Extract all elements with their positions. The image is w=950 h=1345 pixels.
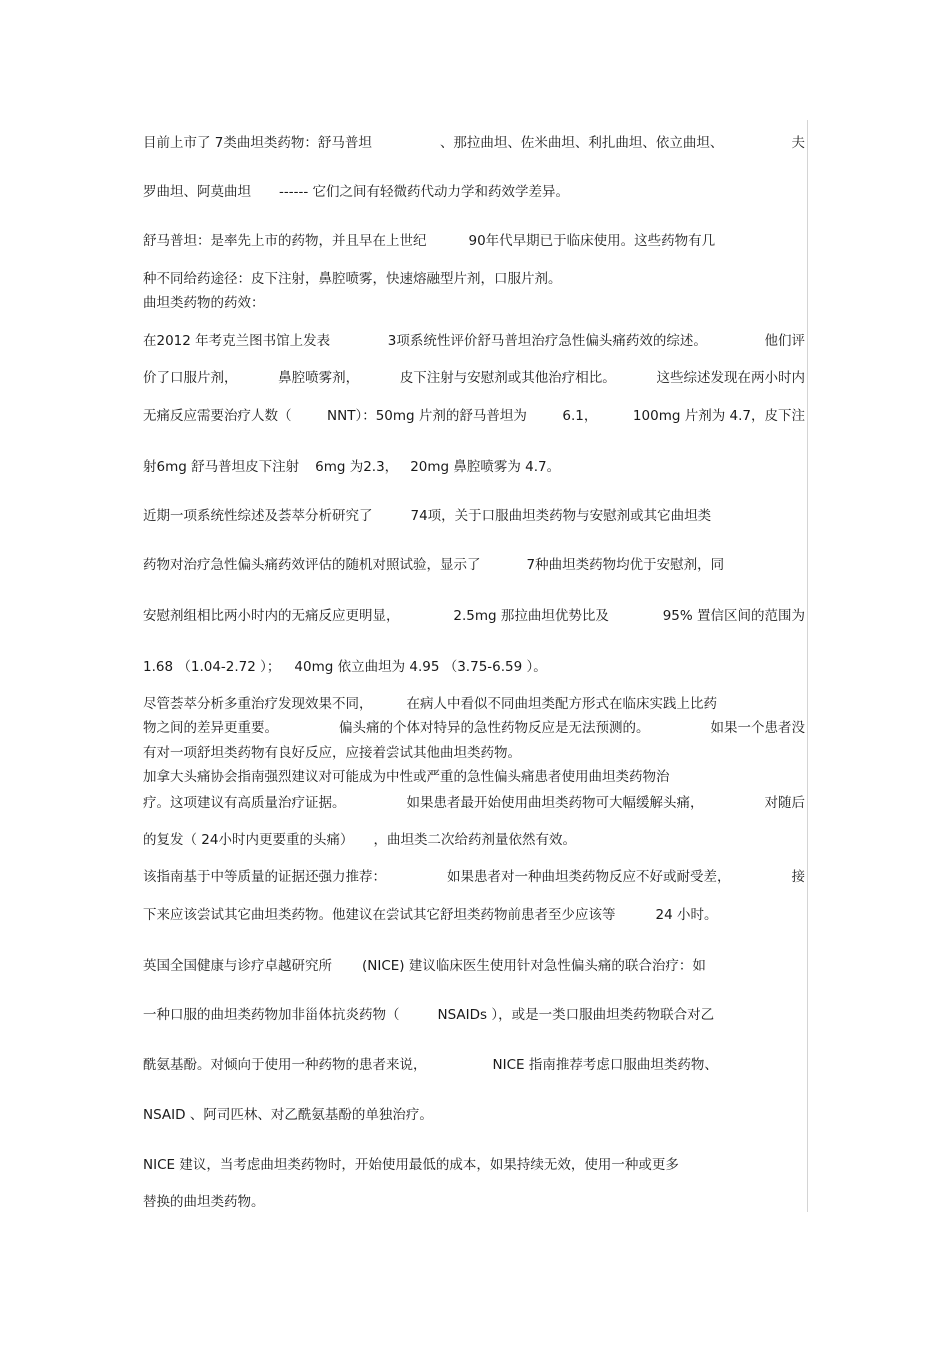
text-line: 1.68 （1.04-2.72 ）； 40mg 依立曲坦为 4.95 （3.75-6.59 ）。 [143,659,547,675]
text-line: 有对一项舒坦类药物有良好反应，应接着尝试其他曲坦类药物。 [143,745,521,761]
text-line: NICE 建议，当考虑曲坦类药物时，开始使用最低的成本，如果持续无效，使用一种或更多 [143,1157,679,1173]
text-line: NSAID 、阿司匹林、对乙酰氨基酚的单独治疗。 [143,1107,433,1123]
section-heading: 曲坦类药物的药效： [143,295,265,311]
text-line: 价了口服片剂， 鼻腔喷雾剂， 皮下注射与安慰剂或其他治疗相比。 这些综述发现在两小时内 [143,370,805,386]
text-line: 酰氨基酚。对倾向于使用一种药物的患者来说， NICE 指南推荐考虑口服曲坦类药物、 [143,1057,718,1073]
text-line: 目前上市了 7类曲坦类药物：舒马普坦 、那拉曲坦、佐米曲坦、利扎曲坦、依立曲坦、 夫 [143,135,805,151]
text-line: 英国全国健康与诊疗卓越研究所 (NICE) 建议临床医生使用针对急性偏头痛的联合治疗：如 [143,958,706,974]
text-line: 物之间的差异更重要。 偏头痛的个体对特异的急性药物反应是无法预测的。 如果一个患者没 [143,720,805,736]
text-line: 舒马普坦：是率先上市的药物，并且早在上世纪 90年代早期已于临床使用。这些药物有几 [143,233,716,249]
text-line: 无痛反应需要治疗人数（ NNT）：50mg 片剂的舒马普坦为 6.1， 100mg 片剂为 4.7，皮下注 [143,408,805,424]
text-line: 加拿大头痛协会指南强烈建议对可能成为中性或严重的急性偏头痛患者使用曲坦类药物治 [143,769,670,785]
text-line: 在2012 年考克兰图书馆上发表 3项系统性评价舒马普坦治疗急性偏头痛药效的综述。 他们评 [143,333,805,349]
text-line: 种不同给药途径：皮下注射，鼻腔喷雾，快速熔融型片剂，口服片剂。 [143,271,562,287]
text-line: 一种口服的曲坦类药物加非甾体抗炎药物（ NSAIDs ），或是一类口服曲坦类药物联合对乙 [143,1007,715,1023]
text-line: 近期一项系统性综述及荟萃分析研究了 74项，关于口服曲坦类药物与安慰剂或其它曲坦类 [143,508,712,524]
text-line: 罗曲坦、阿莫曲坦 ------ 它们之间有轻微药代动力学和药效学差异。 [143,184,570,200]
page-edge-line [807,120,808,1212]
text-line: 药物对治疗急性偏头痛药效评估的随机对照试验，显示了 7种曲坦类药物均优于安慰剂，同 [143,557,725,573]
text-line: 下来应该尝试其它曲坦类药物。他建议在尝试其它舒坦类药物前患者至少应该等 24 小时。 [143,907,718,923]
text-line: 替换的曲坦类药物。 [143,1194,265,1210]
text-line: 射6mg 舒马普坦皮下注射 6mg 为2.3， 20mg 鼻腔喷雾为 4.7。 [143,459,561,475]
text-line: 该指南基于中等质量的证据还强力推荐： 如果患者对一种曲坦类药物反应不好或耐受差， 接 [143,869,805,885]
text-line: 尽管荟萃分析多重治疗发现效果不同， 在病人中看似不同曲坦类配方形式在临床实践上比药 [143,696,717,712]
text-line: 疗。这项建议有高质量治疗证据。 如果患者最开始使用曲坦类药物可大幅缓解头痛， 对随后 [143,795,805,811]
text-line: 的复发（ 24小时内更要重的头痛） ，曲坦类二次给药剂量依然有效。 [143,832,576,848]
text-line: 安慰剂组相比两小时内的无痛反应更明显， 2.5mg 那拉曲坦优势比及 95% 置信区间的范围为 [143,608,805,624]
